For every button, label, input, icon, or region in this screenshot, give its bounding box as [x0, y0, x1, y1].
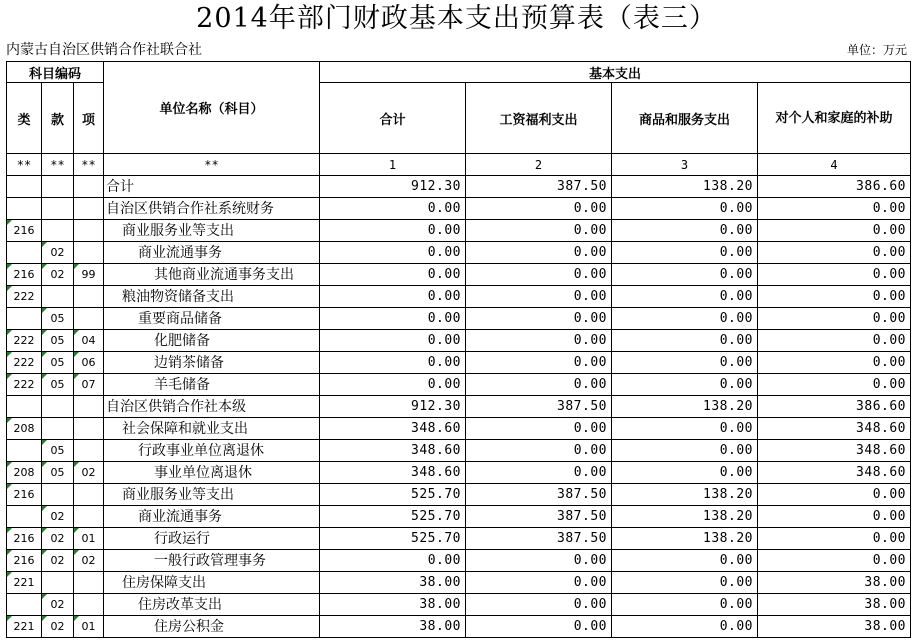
goods-cell: 138.20 [612, 396, 758, 418]
xiang-cell [74, 572, 104, 594]
total-cell: 0.00 [320, 198, 466, 220]
table-row [7, 176, 911, 198]
table-row [7, 286, 911, 308]
xiang-cell [74, 396, 104, 418]
goods-cell: 0.00 [612, 264, 758, 286]
wages-cell: 0.00 [466, 352, 612, 374]
kuan-cell: 02 [42, 594, 74, 616]
wages-cell: 0.00 [466, 594, 612, 616]
subsidy-cell: 0.00 [758, 550, 911, 572]
table-row [7, 572, 911, 594]
total-cell: 38.00 [320, 616, 466, 638]
name-cell: 商业流通事务 [104, 242, 320, 264]
goods-cell: 0.00 [612, 550, 758, 572]
xiang-cell: 01 [74, 616, 104, 638]
wages-cell: 0.00 [466, 550, 612, 572]
xiang-cell: 02 [74, 462, 104, 484]
goods-cell: 138.20 [612, 484, 758, 506]
name-cell: 羊毛储备 [104, 374, 320, 396]
xiang-cell [74, 418, 104, 440]
total-cell: 38.00 [320, 594, 466, 616]
lei-cell [7, 242, 42, 264]
kuan-cell [42, 418, 74, 440]
seq-cell: ** [7, 154, 42, 176]
subsidy-cell: 0.00 [758, 264, 911, 286]
table-row [7, 374, 911, 396]
wages-cell: 0.00 [466, 220, 612, 242]
table-row [7, 352, 911, 374]
xiang-cell [74, 440, 104, 462]
lei-cell: 222 [7, 286, 42, 308]
xiang-cell [74, 176, 104, 198]
table-row [7, 418, 911, 440]
goods-services-header: 商品和服务支出 [612, 83, 758, 154]
seq-cell: 3 [612, 154, 758, 176]
seq-cell: 2 [466, 154, 612, 176]
kuan-cell: 02 [42, 550, 74, 572]
kuan-cell [42, 484, 74, 506]
total-cell: 0.00 [320, 220, 466, 242]
name-cell: 其他商业流通事务支出 [104, 264, 320, 286]
xiang-cell [74, 484, 104, 506]
xiang-header: 项 [74, 83, 104, 154]
wages-cell: 0.00 [466, 198, 612, 220]
wages-cell: 0.00 [466, 308, 612, 330]
wages-cell: 0.00 [466, 242, 612, 264]
lei-cell [7, 308, 42, 330]
name-cell: 自治区供销合作社系统财务 [104, 198, 320, 220]
name-cell: 住房改革支出 [104, 594, 320, 616]
total-cell: 525.70 [320, 506, 466, 528]
lei-cell [7, 594, 42, 616]
lei-cell: 221 [7, 572, 42, 594]
subsidy-cell: 0.00 [758, 220, 911, 242]
kuan-cell [42, 198, 74, 220]
lei-cell [7, 176, 42, 198]
kuan-cell [42, 176, 74, 198]
xiang-cell [74, 506, 104, 528]
subsidy-cell: 386.60 [758, 396, 911, 418]
table-row [7, 462, 911, 484]
wages-header: 工资福利支出 [466, 83, 612, 154]
goods-cell: 0.00 [612, 418, 758, 440]
total-cell: 348.60 [320, 418, 466, 440]
name-cell: 化肥储备 [104, 330, 320, 352]
page-title: 2014年部门财政基本支出预算表（表三） [196, 3, 717, 34]
table-row [7, 308, 911, 330]
lei-cell [7, 506, 42, 528]
goods-cell: 0.00 [612, 616, 758, 638]
name-cell: 行政事业单位离退休 [104, 440, 320, 462]
table-row [7, 594, 911, 616]
subsidy-cell: 38.00 [758, 616, 911, 638]
xiang-cell: 99 [74, 264, 104, 286]
subsidy-cell: 0.00 [758, 330, 911, 352]
goods-cell: 0.00 [612, 308, 758, 330]
total-cell: 525.70 [320, 528, 466, 550]
xiang-cell [74, 242, 104, 264]
name-cell: 社会保障和就业支出 [104, 418, 320, 440]
table-row [7, 484, 911, 506]
xiang-cell: 04 [74, 330, 104, 352]
unit-label: 单位：万元 [846, 43, 907, 57]
wages-cell: 0.00 [466, 462, 612, 484]
goods-cell: 0.00 [612, 330, 758, 352]
xiang-cell: 06 [74, 352, 104, 374]
seq-cell: ** [104, 154, 320, 176]
kuan-cell: 05 [42, 374, 74, 396]
basic-expenditure-header: 基本支出 [320, 62, 911, 83]
wages-cell: 0.00 [466, 330, 612, 352]
total-cell: 0.00 [320, 286, 466, 308]
name-cell: 重要商品储备 [104, 308, 320, 330]
total-cell: 525.70 [320, 484, 466, 506]
kuan-cell: 02 [42, 506, 74, 528]
kuan-cell: 05 [42, 308, 74, 330]
table-row [7, 242, 911, 264]
goods-cell: 0.00 [612, 440, 758, 462]
table-body [7, 154, 911, 638]
xiang-cell: 02 [74, 550, 104, 572]
wages-cell: 387.50 [466, 176, 612, 198]
total-cell: 0.00 [320, 264, 466, 286]
subsidy-cell: 0.00 [758, 286, 911, 308]
table-row [7, 198, 911, 220]
table-row [7, 550, 911, 572]
xiang-cell [74, 198, 104, 220]
name-cell: 合计 [104, 176, 320, 198]
wages-cell: 387.50 [466, 396, 612, 418]
kuan-cell: 02 [42, 242, 74, 264]
goods-cell: 0.00 [612, 198, 758, 220]
unit-name-header: 单位名称（科目） [104, 62, 320, 154]
seq-cell: ** [74, 154, 104, 176]
wages-cell: 387.50 [466, 528, 612, 550]
wages-cell: 0.00 [466, 264, 612, 286]
name-cell: 住房保障支出 [104, 572, 320, 594]
total-cell: 348.60 [320, 440, 466, 462]
kuan-cell: 02 [42, 616, 74, 638]
goods-cell: 138.20 [612, 528, 758, 550]
wages-cell: 0.00 [466, 440, 612, 462]
subject-code-header: 科目编码 [7, 62, 104, 83]
total-cell: 38.00 [320, 572, 466, 594]
lei-cell: 216 [7, 550, 42, 572]
subsidy-cell: 0.00 [758, 528, 911, 550]
table-row [7, 440, 911, 462]
name-cell: 商业服务业等支出 [104, 220, 320, 242]
wages-cell: 0.00 [466, 418, 612, 440]
organization-name: 内蒙古自治区供销合作社联合社 [6, 42, 202, 58]
subsidy-cell: 0.00 [758, 308, 911, 330]
subsidy-cell: 0.00 [758, 352, 911, 374]
total-cell: 0.00 [320, 308, 466, 330]
table-row [7, 616, 911, 638]
total-cell: 0.00 [320, 352, 466, 374]
total-cell: 912.30 [320, 396, 466, 418]
name-cell: 商业服务业等支出 [104, 484, 320, 506]
lei-cell: 216 [7, 264, 42, 286]
total-cell: 912.30 [320, 176, 466, 198]
wages-cell: 387.50 [466, 506, 612, 528]
subsidy-cell: 0.00 [758, 242, 911, 264]
total-cell: 0.00 [320, 242, 466, 264]
kuan-header: 款 [42, 83, 74, 154]
total-cell: 0.00 [320, 330, 466, 352]
total-cell: 0.00 [320, 550, 466, 572]
xiang-cell [74, 286, 104, 308]
budget-table [6, 61, 911, 638]
subsidy-cell: 0.00 [758, 506, 911, 528]
lei-cell: 208 [7, 418, 42, 440]
kuan-cell: 05 [42, 330, 74, 352]
goods-cell: 0.00 [612, 242, 758, 264]
lei-cell: 222 [7, 330, 42, 352]
kuan-cell: 02 [42, 264, 74, 286]
lei-cell: 216 [7, 528, 42, 550]
name-cell: 行政运行 [104, 528, 320, 550]
wages-cell: 0.00 [466, 286, 612, 308]
xiang-cell [74, 594, 104, 616]
name-cell: 边销茶储备 [104, 352, 320, 374]
total-header: 合计 [320, 83, 466, 154]
seq-cell: 4 [758, 154, 911, 176]
goods-cell: 0.00 [612, 572, 758, 594]
wages-cell: 0.00 [466, 616, 612, 638]
lei-cell [7, 440, 42, 462]
kuan-cell: 05 [42, 352, 74, 374]
name-cell: 粮油物资储备支出 [104, 286, 320, 308]
kuan-cell [42, 220, 74, 242]
name-cell: 一般行政管理事务 [104, 550, 320, 572]
name-cell: 商业流通事务 [104, 506, 320, 528]
lei-cell: 216 [7, 220, 42, 242]
subsidy-cell: 38.00 [758, 572, 911, 594]
kuan-cell: 05 [42, 462, 74, 484]
total-cell: 348.60 [320, 462, 466, 484]
xiang-cell: 01 [74, 528, 104, 550]
wages-cell: 387.50 [466, 484, 612, 506]
table-row [7, 220, 911, 242]
name-cell: 住房公积金 [104, 616, 320, 638]
seq-cell: 1 [320, 154, 466, 176]
kuan-cell [42, 286, 74, 308]
subsidies-header: 对个人和家庭的补助 [758, 83, 911, 154]
lei-header: 类 [7, 83, 42, 154]
table-row [7, 330, 911, 352]
goods-cell: 0.00 [612, 220, 758, 242]
subsidy-cell: 0.00 [758, 484, 911, 506]
name-cell: 自治区供销合作社本级 [104, 396, 320, 418]
kuan-cell [42, 396, 74, 418]
table-row [7, 528, 911, 550]
wages-cell: 0.00 [466, 374, 612, 396]
subsidy-cell: 0.00 [758, 374, 911, 396]
xiang-cell: 07 [74, 374, 104, 396]
name-cell: 事业单位离退休 [104, 462, 320, 484]
sequence-row [7, 154, 911, 176]
goods-cell: 0.00 [612, 374, 758, 396]
goods-cell: 138.20 [612, 176, 758, 198]
lei-cell: 208 [7, 462, 42, 484]
total-cell: 0.00 [320, 374, 466, 396]
subsidy-cell: 386.60 [758, 176, 911, 198]
table-row [7, 506, 911, 528]
kuan-cell: 02 [42, 528, 74, 550]
subsidy-cell: 348.60 [758, 440, 911, 462]
xiang-cell [74, 220, 104, 242]
kuan-cell [42, 572, 74, 594]
subsidy-cell: 348.60 [758, 418, 911, 440]
goods-cell: 138.20 [612, 506, 758, 528]
lei-cell [7, 198, 42, 220]
seq-cell: ** [42, 154, 74, 176]
lei-cell: 216 [7, 484, 42, 506]
goods-cell: 0.00 [612, 286, 758, 308]
subsidy-cell: 0.00 [758, 198, 911, 220]
lei-cell: 222 [7, 374, 42, 396]
goods-cell: 0.00 [612, 352, 758, 374]
table-row [7, 396, 911, 418]
table-row [7, 264, 911, 286]
subsidy-cell: 38.00 [758, 594, 911, 616]
wages-cell: 0.00 [466, 572, 612, 594]
lei-cell: 222 [7, 352, 42, 374]
lei-cell: 221 [7, 616, 42, 638]
lei-cell [7, 396, 42, 418]
xiang-cell [74, 308, 104, 330]
goods-cell: 0.00 [612, 462, 758, 484]
goods-cell: 0.00 [612, 594, 758, 616]
kuan-cell: 05 [42, 440, 74, 462]
subsidy-cell: 348.60 [758, 462, 911, 484]
